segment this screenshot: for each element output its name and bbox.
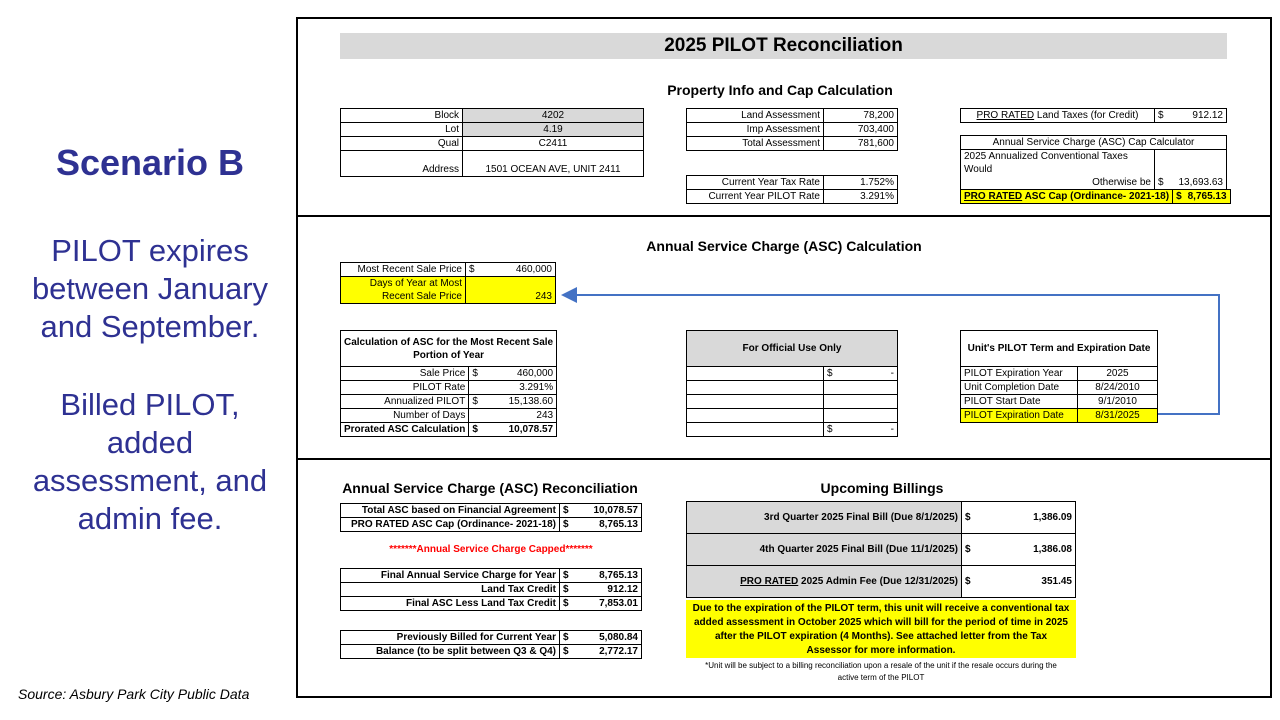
sale-price-label: Sale Price	[341, 367, 469, 381]
tax-rate-label: Current Year Tax Rate	[687, 176, 824, 190]
admin-fee-value: 351.45	[985, 566, 1075, 598]
table-row	[341, 409, 557, 423]
asc-cap-label: PRO RATED ASC Cap (Ordinance- 2021-18)	[341, 518, 560, 532]
sale-price-label: Most Recent Sale Price	[341, 263, 466, 277]
cap-calculator-title: Annual Service Charge (ASC) Cap Calculator	[961, 136, 1227, 150]
balance-value: 2,772.17	[577, 645, 642, 659]
table-row	[341, 583, 642, 597]
number-of-days-value: 243	[486, 409, 557, 423]
asc-cap-label: PRO RATED ASC Cap (Ordinance- 2021-18)	[961, 190, 1173, 204]
table-row	[687, 566, 1076, 598]
expiration-notice: Due to the expiration of the PILOT term, this unit will receive a conventional tax added assessment in October 2025 which will bill for the period of time in 2025 after the PILOT expiration (4 Months). See attached letter from the Tax Assessor for more information.	[686, 600, 1076, 658]
table-row	[687, 190, 898, 204]
admin-fee-currency: $	[962, 566, 986, 598]
billing-footnote: *Unit will be subject to a billing reconciliation upon a resale of the unit if the resale occurs during the active term of the PILOT	[705, 661, 1057, 682]
start-date-label: PILOT Start Date	[961, 395, 1078, 409]
table-row	[687, 423, 898, 437]
final-asc-value: 8,765.13	[577, 569, 642, 583]
start-date-value: 9/1/2010	[1078, 395, 1158, 409]
table-row	[687, 123, 898, 137]
asc-cap-currency: $	[1173, 190, 1185, 204]
final-asc-less-credit-value: 7,853.01	[577, 597, 642, 611]
official-value: -	[864, 423, 897, 437]
section-divider	[296, 458, 1272, 460]
q3-bill-label: 3rd Quarter 2025 Final Bill (Due 8/1/2025)	[687, 502, 962, 534]
sale-info-table	[340, 262, 556, 304]
table-row	[341, 631, 642, 645]
table-row	[341, 331, 557, 367]
pilot-term-title: Unit's PILOT Term and Expiration Date	[961, 331, 1158, 367]
official-value: -	[864, 367, 897, 381]
sale-price-value: 460,000	[486, 367, 557, 381]
days-at-price-label: Days of Year at Most Recent Sale Price	[341, 277, 466, 304]
q4-bill-value: 1,386.08	[985, 534, 1075, 566]
table-row	[341, 367, 557, 381]
tax-rate-value: 1.752%	[824, 176, 898, 190]
total-asc-value: 10,078.57	[575, 504, 641, 518]
lot-label: Lot	[341, 123, 463, 137]
final-asc-less-credit-currency: $	[560, 597, 577, 611]
expiration-link-arrow	[555, 286, 1225, 420]
section-title-reconciliation: Annual Service Charge (ASC) Reconciliation	[342, 480, 638, 496]
total-assessment-value: 781,600	[824, 137, 898, 151]
table-row	[341, 395, 557, 409]
expiration-date-label: PILOT Expiration Date	[961, 409, 1078, 423]
official-cell	[687, 423, 824, 437]
number-of-days-label: Number of Days	[341, 409, 469, 423]
admin-fee-label: PRO RATED 2025 Admin Fee (Due 12/31/2025)	[687, 566, 962, 598]
total-assessment-label: Total Assessment	[687, 137, 824, 151]
q4-bill-label: 4th Quarter 2025 Final Bill (Due 11/1/2025)	[687, 534, 962, 566]
prorated-asc-label: Prorated ASC Calculation	[341, 423, 469, 437]
pilot-rate-value: 3.291%	[824, 190, 898, 204]
asc-cap-value: 8,765.13	[575, 518, 641, 532]
annualized-pilot-value: 15,138.60	[486, 395, 557, 409]
completion-date-value: 8/24/2010	[1078, 381, 1158, 395]
table-row	[961, 190, 1231, 204]
table-row	[341, 277, 556, 304]
asc-cap-value: 8,765.13	[1185, 190, 1230, 204]
balance-currency: $	[560, 645, 577, 659]
pilot-rate-label: PILOT Rate	[341, 381, 469, 395]
address-value: 1501 OCEAN AVE, UNIT 2411	[463, 151, 644, 177]
pilot-rate-label: Current Year PILOT Rate	[687, 190, 824, 204]
table-row	[341, 504, 642, 518]
section-title-asc-calc: Annual Service Charge (ASC) Calculation	[646, 238, 922, 254]
imp-assessment-value: 703,400	[824, 123, 898, 137]
official-currency: $	[824, 423, 865, 437]
qual-label: Qual	[341, 137, 463, 151]
prorated-asc-value: 10,078.57	[486, 423, 557, 437]
section-title-billings: Upcoming Billings	[820, 480, 944, 496]
land-tax-credit-currency: $	[560, 583, 577, 597]
sale-price-value: 460,000	[485, 263, 555, 277]
total-asc-currency: $	[560, 504, 576, 518]
sale-price-currency: $	[469, 367, 486, 381]
land-tax-value: 912.12	[1172, 109, 1226, 123]
asc-sale-calc-title: Calculation of ASC for the Most Recent Sale Portion of Year	[341, 331, 557, 367]
annualized-taxes-currency: $	[1155, 150, 1169, 190]
q3-bill-value: 1,386.09	[985, 502, 1075, 534]
final-asc-label: Final Annual Service Charge for Year	[341, 569, 560, 583]
qual-value: C2411	[463, 137, 644, 151]
table-row	[687, 109, 898, 123]
pilot-rate-currency	[469, 381, 486, 395]
pilot-rate-value: 3.291%	[486, 381, 557, 395]
table-row	[687, 534, 1076, 566]
q4-bill-currency: $	[962, 534, 986, 566]
previously-billed-value: 5,080.84	[577, 631, 642, 645]
table-row	[341, 137, 644, 151]
cap-calculator-table	[960, 135, 1227, 190]
land-tax-currency: $	[1155, 109, 1173, 123]
official-currency: $	[824, 367, 865, 381]
final-asc-less-credit-label: Final ASC Less Land Tax Credit	[341, 597, 560, 611]
annualized-pilot-label: Annualized PILOT	[341, 395, 469, 409]
official-use-title: For Official Use Only	[687, 331, 898, 367]
expiration-year-value: 2025	[1078, 367, 1158, 381]
sale-price-currency: $	[466, 263, 486, 277]
asc-cap-table	[960, 189, 1231, 204]
table-row	[341, 518, 642, 532]
expiration-date-value: 8/31/2025	[1078, 409, 1158, 423]
address-label: Address	[341, 151, 463, 177]
assessment-table	[686, 108, 898, 151]
property-info-table	[340, 108, 644, 177]
land-tax-label: PRO RATED Land Taxes (for Credit)	[961, 109, 1155, 123]
reconciliation-table-1	[340, 503, 642, 532]
annualized-taxes-value: 13,693.63	[1168, 150, 1226, 190]
scenario-title: Scenario B	[55, 142, 245, 183]
number-of-days-currency	[469, 409, 486, 423]
sheet-title: 2025 PILOT Reconciliation	[340, 33, 1227, 59]
asc-cap-currency: $	[560, 518, 576, 532]
total-asc-label: Total ASC based on Financial Agreement	[341, 504, 560, 518]
reconciliation-table-3	[340, 630, 642, 659]
land-assessment-label: Land Assessment	[687, 109, 824, 123]
table-row	[341, 123, 644, 137]
annualized-taxes-label: 2025 Annualized Conventional Taxes Would Otherwise be	[961, 150, 1155, 190]
table-row	[341, 109, 644, 123]
asc-sale-calc-table	[340, 330, 557, 437]
table-row	[341, 423, 557, 437]
table-row	[341, 645, 642, 659]
capped-message: *******Annual Service Charge Capped*******	[389, 544, 593, 555]
table-row	[341, 263, 556, 277]
table-row	[961, 136, 1227, 150]
reconciliation-table-2	[340, 568, 642, 611]
balance-label: Balance (to be split between Q3 & Q4)	[341, 645, 560, 659]
section-title-property: Property Info and Cap Calculation	[667, 82, 893, 98]
upcoming-billings-table	[686, 501, 1076, 598]
scenario-description-billing: Billed PILOT, added assessment, and admin fee.	[32, 387, 268, 536]
block-label: Block	[341, 109, 463, 123]
lot-value: 4.19	[463, 123, 644, 137]
table-row	[341, 381, 557, 395]
prorated-asc-currency: $	[469, 423, 486, 437]
final-asc-currency: $	[560, 569, 577, 583]
scenario-description-expiry: PILOT expires between January and September.	[31, 233, 269, 344]
previously-billed-label: Previously Billed for Current Year	[341, 631, 560, 645]
source-caption: Source: Asbury Park City Public Data	[18, 686, 250, 702]
table-row	[687, 137, 898, 151]
table-row	[687, 176, 898, 190]
table-row	[961, 109, 1227, 123]
land-assessment-value: 78,200	[824, 109, 898, 123]
section-divider	[296, 215, 1272, 217]
table-row	[687, 502, 1076, 534]
imp-assessment-label: Imp Assessment	[687, 123, 824, 137]
table-row	[341, 151, 644, 177]
land-tax-table	[960, 108, 1227, 123]
land-tax-credit-label: Land Tax Credit	[341, 583, 560, 597]
table-row	[341, 569, 642, 583]
days-at-price-value: 243	[466, 277, 556, 304]
annualized-pilot-currency: $	[469, 395, 486, 409]
block-value: 4202	[463, 109, 644, 123]
expiration-year-label: PILOT Expiration Year	[961, 367, 1078, 381]
table-row	[341, 597, 642, 611]
land-tax-credit-value: 912.12	[577, 583, 642, 597]
q3-bill-currency: $	[962, 502, 986, 534]
completion-date-label: Unit Completion Date	[961, 381, 1078, 395]
table-row	[961, 150, 1227, 190]
rate-table	[686, 175, 898, 204]
previously-billed-currency: $	[560, 631, 577, 645]
